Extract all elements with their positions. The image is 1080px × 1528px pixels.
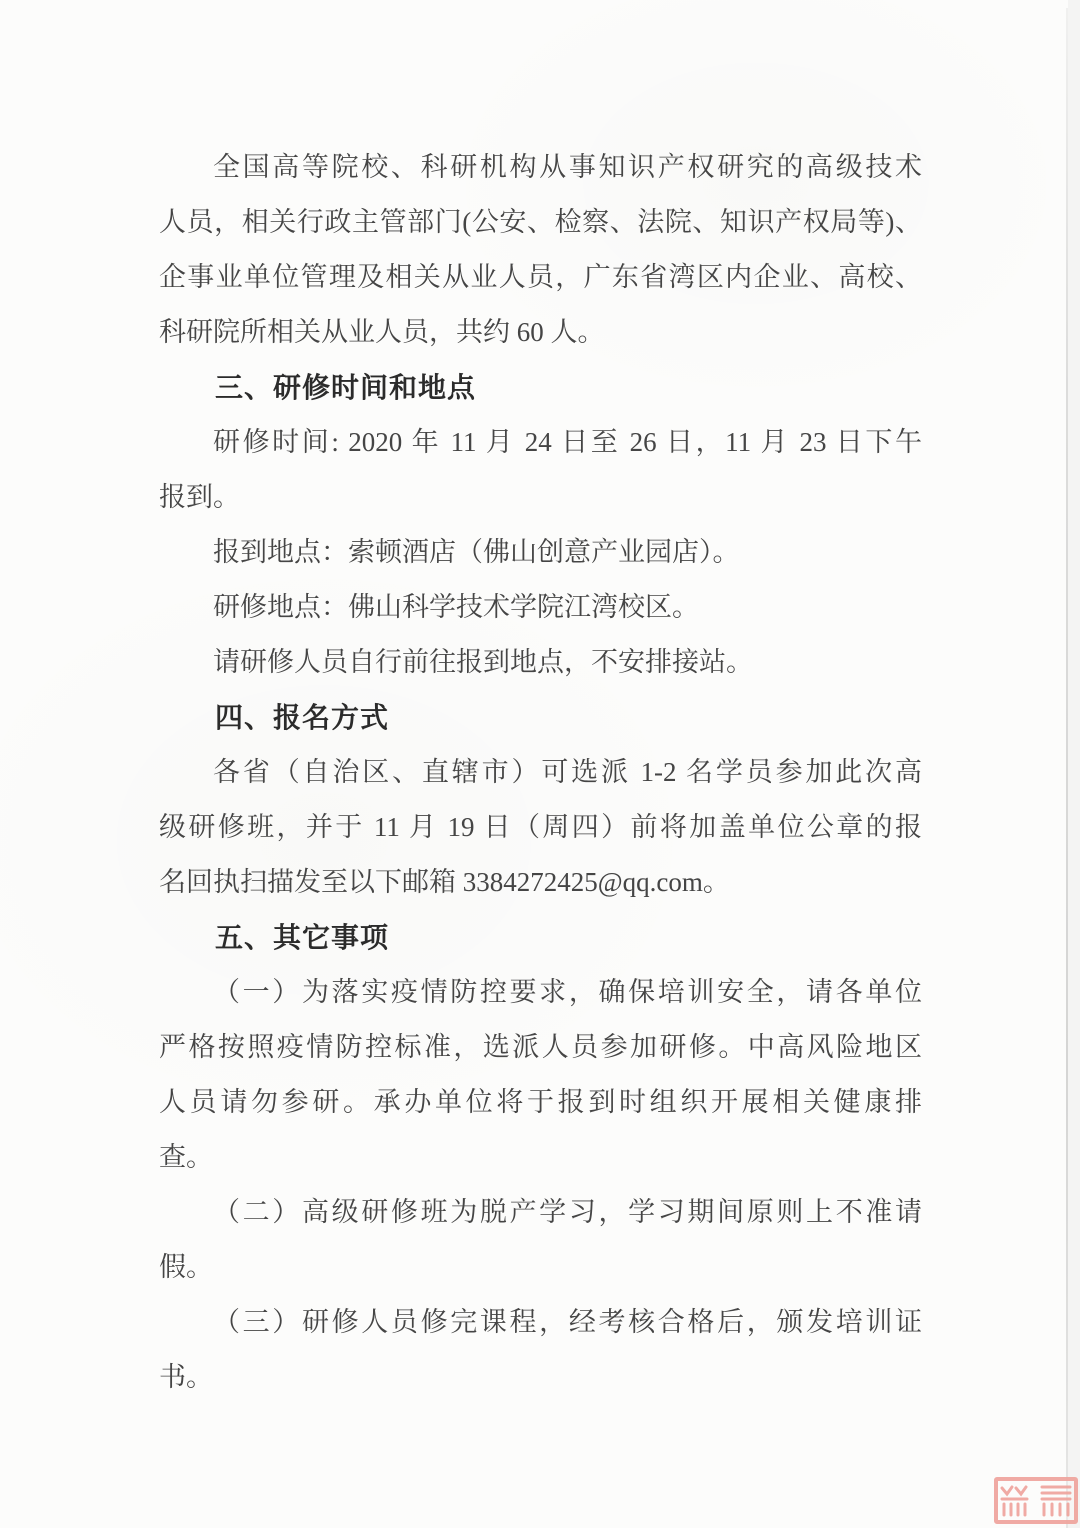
text-line: 查。 <box>159 1142 213 1172</box>
text-line: 报到。 <box>159 482 240 512</box>
text-line: （二）高级研修班为脱产学习，学习期间原则上不准请 <box>213 1197 922 1227</box>
section-heading: 四、报名方式 <box>215 702 390 733</box>
text-line: 人员，相关行政主管部门(公安、检察、法院、知识产权局等)、 <box>159 207 922 237</box>
text-line: 人员请勿参研。承办单位将于报到时组织开展相关健康排 <box>159 1087 922 1117</box>
text-line: 严格按照疫情防控标准，选派人员参加研修。中高风险地区 <box>159 1032 922 1062</box>
text-line: 书。 <box>159 1362 213 1392</box>
seal-stamp-icon <box>994 1477 1078 1524</box>
text-line: 研修时间: 2020 年 11 月 24 日至 26 日，11 月 23 日下午 <box>213 427 922 457</box>
text-line: 各省（自治区、直辖市）可选派 1-2 名学员参加此次高 <box>213 757 922 787</box>
text-line: 报到地点：索顿酒店（佛山创意产业园店）。 <box>213 537 740 567</box>
text-line: 全国高等院校、科研机构从事知识产权研究的高级技术 <box>213 152 922 182</box>
text-line: （三）研修人员修完课程，经考核合格后，颁发培训证 <box>213 1307 922 1337</box>
text-line: 企事业单位管理及相关从业人员，广东省湾区内企业、高校、 <box>159 262 922 292</box>
text-line: 研修地点：佛山科学技术学院江湾校区。 <box>213 592 699 622</box>
seal-glyphs <box>998 1481 1074 1520</box>
section-heading: 五、其它事项 <box>215 922 390 953</box>
section-heading: 三、研修时间和地点 <box>215 372 477 403</box>
text-line: 级研修班，并于 11 月 19 日（周四）前将加盖单位公章的报 <box>159 812 922 842</box>
text-line: （一）为落实疫情防控要求，确保培训安全，请各单位 <box>213 977 922 1007</box>
text-line: 名回执扫描发至以下邮箱 3384272425@qq.com。 <box>159 867 730 897</box>
scan-edge-line <box>1066 8 1068 1528</box>
text-line: 科研院所相关从业人员，共约 60 人。 <box>159 317 605 347</box>
text-line: 假。 <box>159 1252 213 1282</box>
document-body <box>159 140 922 1405</box>
scan-edge-strip <box>1068 0 1080 1528</box>
text-line: 请研修人员自行前往报到地点，不安排接站。 <box>213 647 753 677</box>
